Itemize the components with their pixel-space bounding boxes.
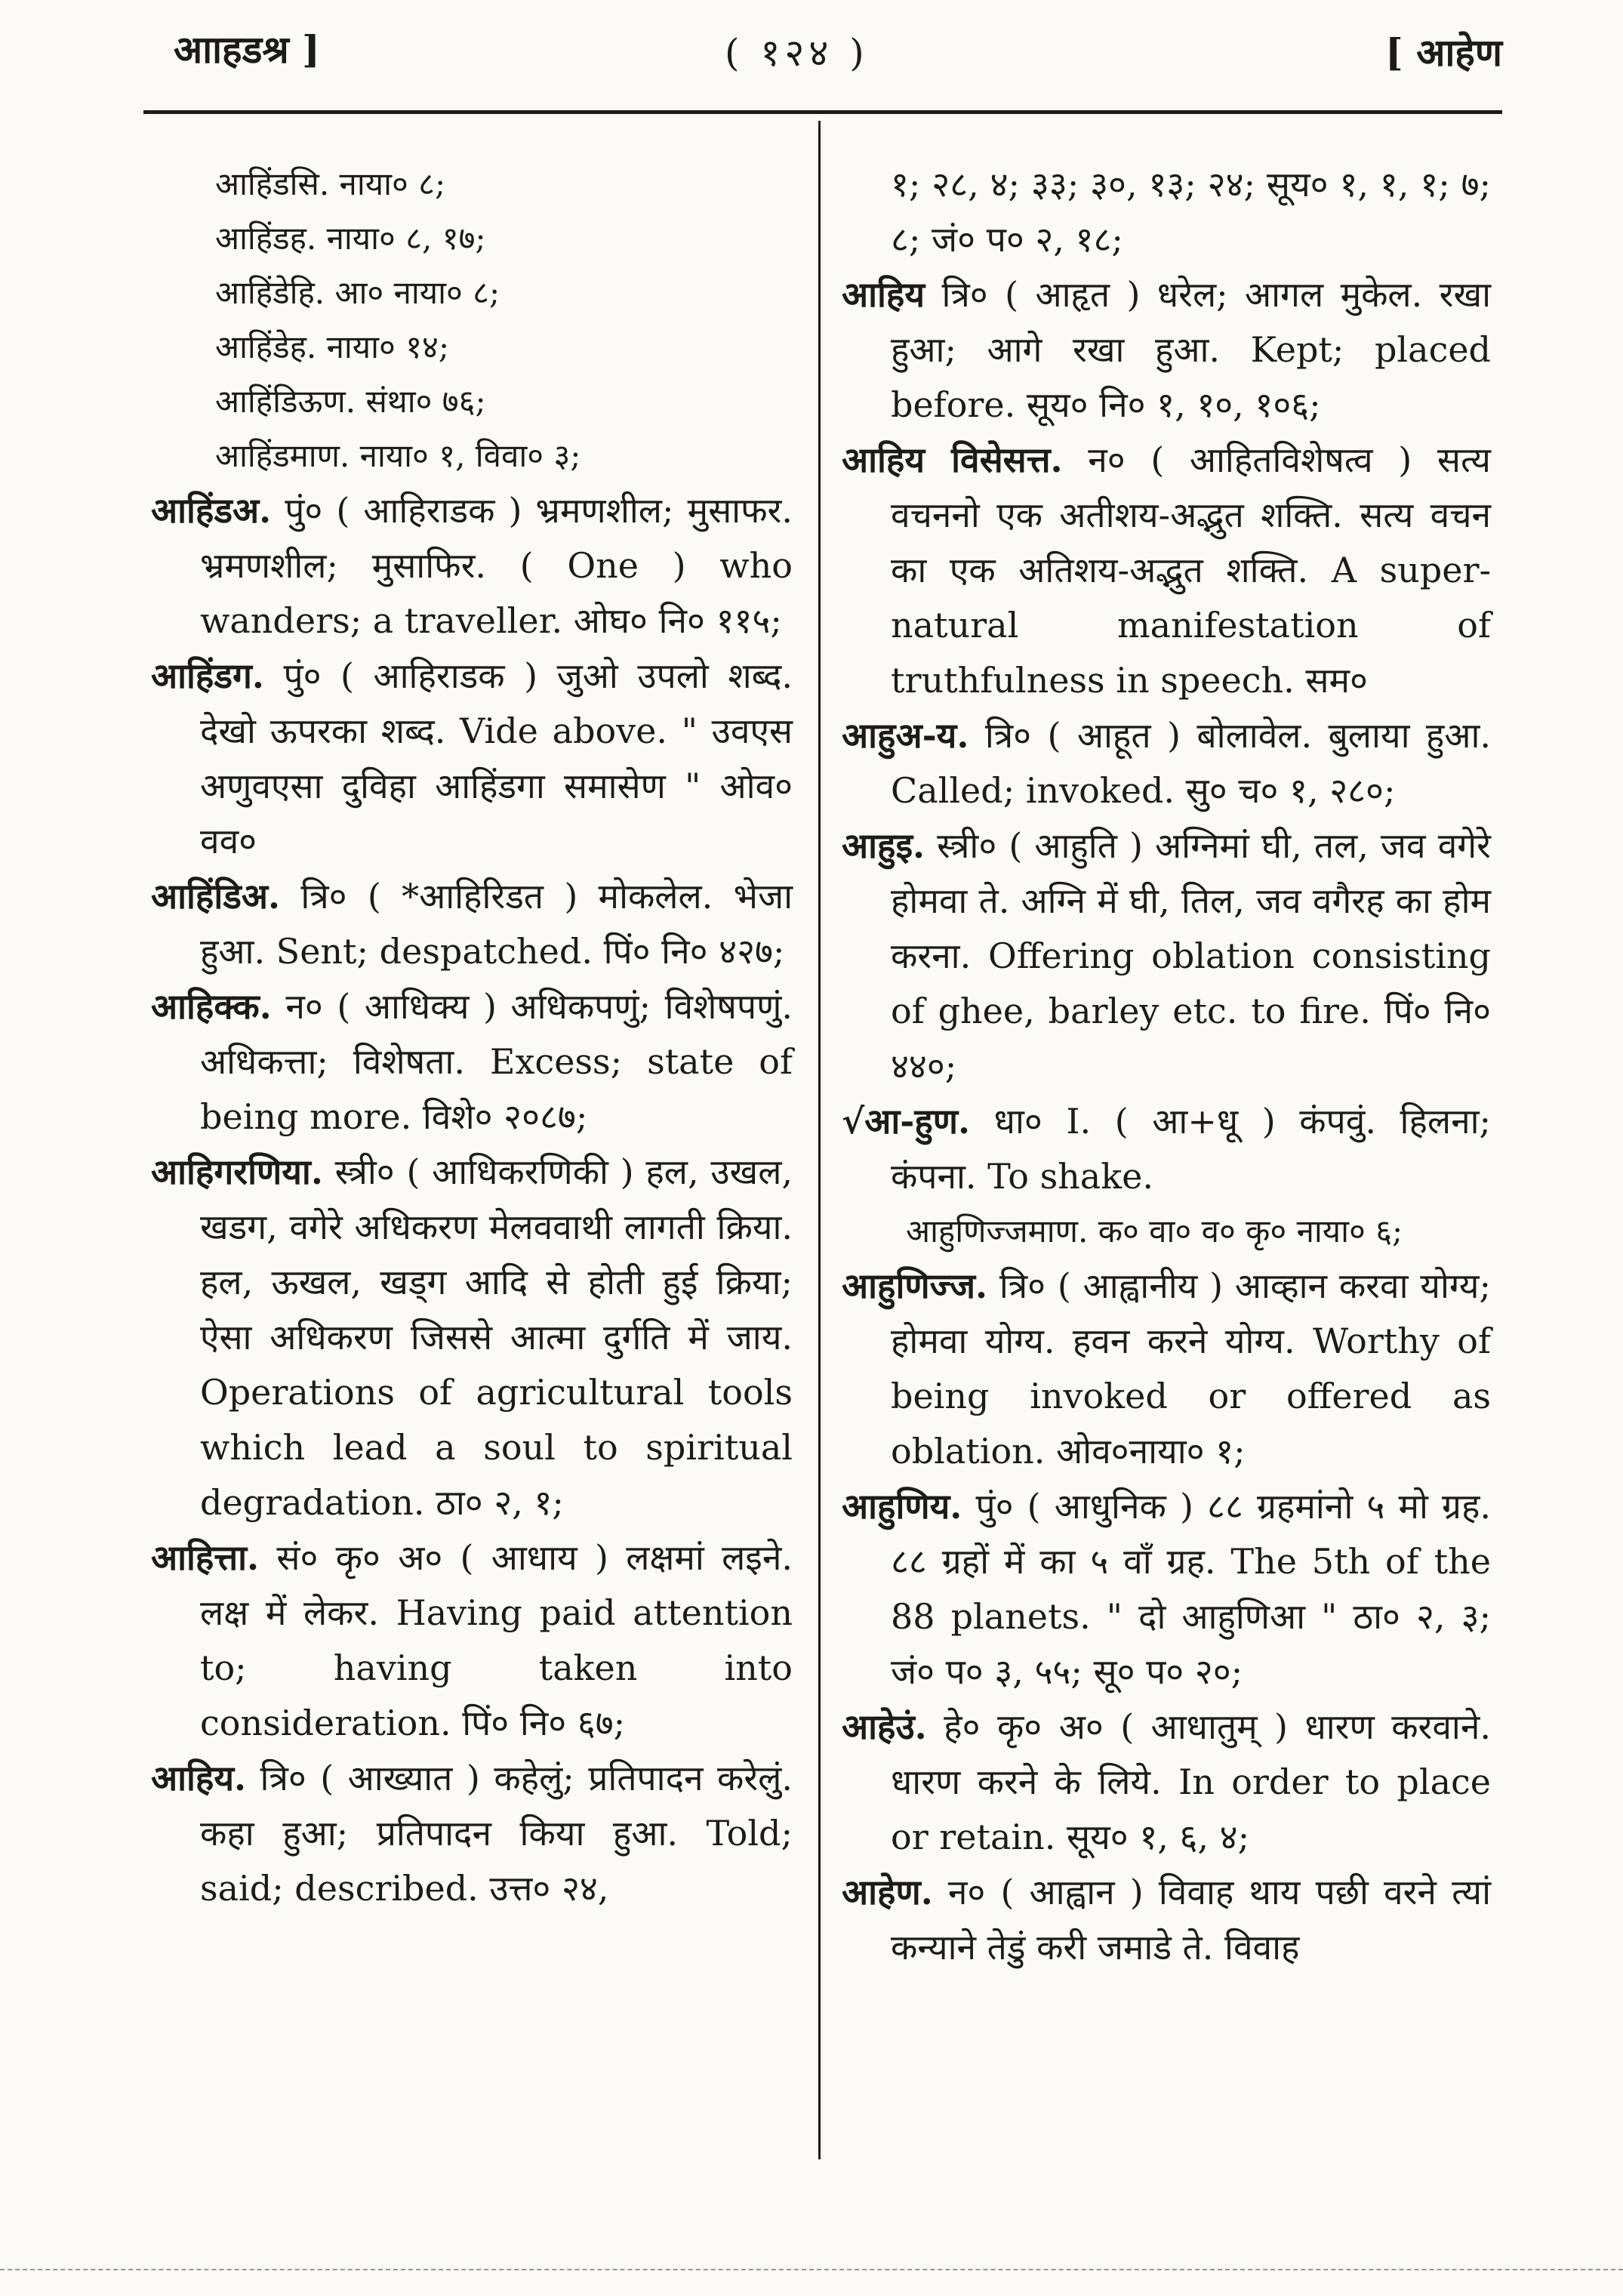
headword: आहुणिय. [842, 1486, 962, 1527]
sub-form: आहिंडिऊण. संथा० ७६; [215, 383, 486, 420]
entry-definition: पुं० ( आहिराडक ) जुओ उपलो शब्द. देखो ऊपरका शब्द. Vide above. " उवएस अणुवएसा दुविहा आहिंडगा समासेण " ओव० वव० [200, 655, 793, 861]
entry-definition: न० ( आह्वान ) विवाह थाय पछी वरने त्यां कन्याने तेडुं करी जमाडे ते. विवाह [891, 1872, 1491, 1968]
entry-continuation: १; २८, ४; ३३; ३०, १३; २४; सूय० १, १, १; ७; ८; जं० प० २, १८; [891, 164, 1491, 260]
dictionary-entry [151, 979, 793, 1145]
sub-form: आहिंडेह. नाया० १४; [215, 328, 450, 365]
right-column [842, 157, 1491, 1975]
headword: आहित्ता. [151, 1537, 260, 1578]
entry-definition: त्रि० ( आख्यात ) कहेलुं; प्रतिपादन करेलुं. कहा हुआ; प्रतिपादन किया हुआ. Told; said; described. उत्त० २४, [200, 1758, 793, 1909]
dictionary-entry [151, 1751, 793, 1916]
headword: आहिगरणिया. [151, 1151, 323, 1192]
header-right-guideword: [ आहेण [1385, 30, 1502, 75]
dictionary-entry [842, 1865, 1491, 1975]
headword: √आ-हुण. [842, 1101, 971, 1142]
headword: आहुणिज्ज. [842, 1265, 988, 1306]
sub-form: आहिंडह. नाया० ८, १७; [215, 220, 486, 257]
headword: आहुइ. [842, 825, 925, 866]
page-header [0, 0, 1623, 113]
dictionary-entry [842, 708, 1491, 818]
sub-form: आहिंडेहि. आ० नाया० ८; [215, 274, 500, 311]
headword: आहिय विसेसत्त. [842, 439, 1063, 480]
entry-definition: न० ( आधिक्य ) अधिकपणुं; विशेषपणुं. अधिकत्ता; विशेषता. Excess; state of being more. विशे० २०८७; [200, 986, 793, 1137]
bottom-page-edge [0, 2269, 1623, 2272]
dictionary-entry [151, 1145, 793, 1530]
entry-definition: त्रि० ( आह्वानीय ) आव्हान करवा योग्य; होमवा योग्य. हवन करने योग्य. Worthy of being invoked or offered as oblation. ओव०नाया० १; [891, 1265, 1491, 1472]
sub-form: आहिंडमाण. नाया० १, विवा० ३; [215, 437, 581, 474]
entry-definition: स्त्री० ( आहुति ) अग्निमां घी, तल, जव वगेरे होमवा ते. अग्नि में घी, तिल, जव वगैरह का होम करना. Offering oblation consisting of ghee, barley etc. to fire. पिं० नि० ४४०; [891, 825, 1491, 1086]
dictionary-entry [842, 267, 1491, 433]
headword: आहेउं. [842, 1706, 927, 1747]
entry-definition: त्रि० ( *आहिरिडत ) मोकलेल. भेजा हुआ. Sent; despatched. पिं० नि० ४२७; [200, 876, 793, 972]
dictionary-entry [151, 483, 793, 649]
left-column [151, 157, 793, 1916]
entry-definition: पुं० ( आधुनिक ) ८८ ग्रहमांनो ५ मो ग्रह. ८८ ग्रहों में का ५ वाँ ग्रह. The 5th of the 88 planets. " दो आहुणिआ " ठा० २, ३; जं० प० ३, ५५; सू० प० २०; [891, 1486, 1491, 1692]
headword: आहुअ-य. [842, 715, 969, 756]
sub-form [842, 1204, 1491, 1259]
entry-definition: न० ( आहितविशेषत्व ) सत्य वचननो एक अतीशय-अद्भुत शक्ति. सत्य वचन का एक अतिशय-अद्भुत शक्ति. A super-natural manifestation of truthfulness in speech. सम० [891, 439, 1491, 701]
headword: आहिय. [151, 1758, 247, 1798]
headword: आहिय [842, 274, 925, 315]
dictionary-entry [842, 1479, 1491, 1700]
headword: आहेण. [842, 1872, 933, 1912]
dictionary-entry [842, 1259, 1491, 1479]
dictionary-entry [151, 1530, 793, 1751]
sub-form: आहिंडसि. नाया० ८; [215, 165, 446, 202]
entry-definition: हे० कृ० अ० ( आधातुम् ) धारण करवाने. धारण करने के लिये. In order to place or retain. सूय० १, ६, ४; [891, 1706, 1491, 1857]
page-number: ( १२४ ) [725, 31, 869, 75]
entry-definition: धा० I. ( आ+धू ) कंपवुं. हिलना; कंपना. To shake. [891, 1101, 1492, 1197]
entry-definition: स्त्री० ( आधिकरणिकी ) हल, उखल, खडग, वगेरे अधिकरण मेलववाथी लागती क्रिया. हल, ऊखल, खड्ग आदि से होती हुई क्रिया; ऐसा अधिकरण जिससे आत्मा दुर्गति में जाय. Operations of agricultural tools which lead a soul to spiritual degradation. ठा० २, १; [200, 1151, 793, 1523]
entry-definition: त्रि० ( आहृत ) धरेल; आगल मुकेल. रखा हुआ; आगे रखा हुआ. Kept; placed before. सूय० नि० १, १०, १०६; [891, 274, 1491, 425]
entry-definition: त्रि० ( आहूत ) बोलावेल. बुलाया हुआ. Called; invoked. सु० च० १, २८०; [891, 715, 1491, 811]
headword: आहिक्क. [151, 986, 272, 1027]
header-rule [143, 110, 1502, 114]
header-left-guideword: आाहडश्र ] [174, 27, 320, 72]
entry-definition: पुं० ( आहिराडक ) भ्रमणशील; मुसाफर. भ्रमणशील; मुसाफिर. ( One ) who wanders; a traveller. ओघ० नि० ११५; [200, 490, 793, 641]
dictionary-entry [842, 818, 1491, 1094]
dictionary-entry [842, 1700, 1491, 1865]
dictionary-entry [151, 869, 793, 979]
headword: आहिंडिअ. [151, 876, 281, 917]
entry-definition: आहुणिज्जमाण. क० वा० व० कृ० नाया० ६; [906, 1213, 1403, 1250]
headword: आहिंडअ. [151, 490, 272, 531]
column-divider [818, 121, 821, 2159]
dictionary-entry [151, 649, 793, 869]
entry-definition: सं० कृ० अ० ( आधाय ) लक्षमां लइने. लक्ष में लेकर. Having paid attention to; having taken into consideration. पिं० नि० ६७; [200, 1537, 793, 1743]
dictionary-entry [842, 1094, 1491, 1204]
dictionary-entry [842, 433, 1491, 708]
headword: आहिंडग. [151, 655, 264, 696]
